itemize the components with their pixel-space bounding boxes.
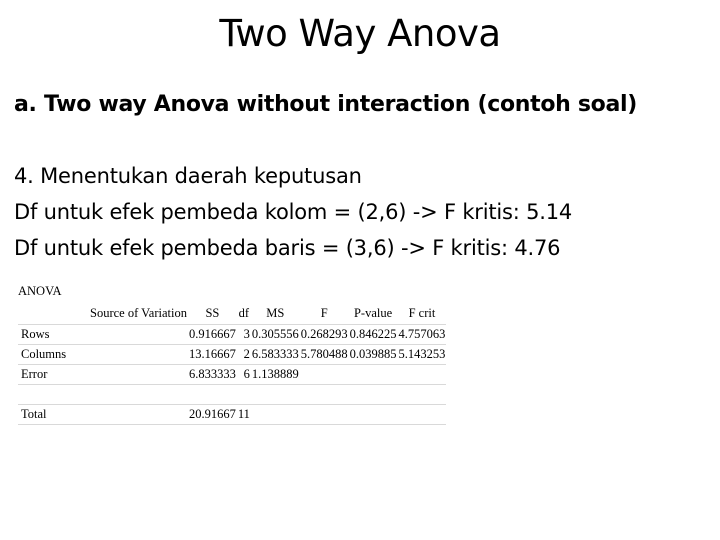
p-value-cell bbox=[349, 364, 398, 384]
header-p-value: P-value bbox=[349, 304, 398, 324]
ms-cell: 6.583333 bbox=[251, 344, 300, 364]
f-crit-cell: 5.143253 bbox=[398, 344, 447, 364]
ss-cell: 6.833333 bbox=[188, 364, 237, 384]
body-line-step: 4. Menentukan daerah keputusan bbox=[14, 164, 362, 188]
source-cell: Rows bbox=[18, 324, 188, 344]
table-row-total bbox=[18, 404, 446, 424]
body-line-row-df: Df untuk efek pembeda baris = (3,6) -> F kritis: 4.76 bbox=[14, 236, 561, 260]
ms-cell: 0.305556 bbox=[251, 324, 300, 344]
header-f: F bbox=[300, 304, 349, 324]
f-crit-cell: 4.757063 bbox=[398, 324, 447, 344]
source-cell: Total bbox=[18, 404, 188, 424]
slide-title: Two Way Anova bbox=[219, 12, 501, 55]
anova-header-row bbox=[18, 304, 446, 324]
header-df: df bbox=[237, 304, 251, 324]
body-line-column-df: Df untuk efek pembeda kolom = (2,6) -> F kritis: 5.14 bbox=[14, 200, 573, 224]
ms-cell: 1.138889 bbox=[251, 364, 300, 384]
p-value-cell: 0.846225 bbox=[349, 324, 398, 344]
source-cell: Columns bbox=[18, 344, 188, 364]
body-text bbox=[14, 158, 572, 266]
anova-label: ANOVA bbox=[18, 284, 62, 298]
ss-cell: 0.916667 bbox=[188, 324, 237, 344]
table-row bbox=[18, 344, 446, 364]
df-cell: 3 bbox=[237, 324, 251, 344]
df-cell: 2 bbox=[237, 344, 251, 364]
p-value-cell: 0.039885 bbox=[349, 344, 398, 364]
table-row bbox=[18, 324, 446, 344]
table-row bbox=[18, 364, 446, 384]
header-ms: MS bbox=[251, 304, 300, 324]
header-f-crit: F crit bbox=[398, 304, 447, 324]
df-cell: 6 bbox=[237, 364, 251, 384]
slide-subtitle: a. Two way Anova without interaction (contoh soal) bbox=[14, 92, 638, 117]
table-row-spacer bbox=[18, 384, 446, 404]
ss-cell: 20.91667 bbox=[188, 404, 237, 424]
ss-cell: 13.16667 bbox=[188, 344, 237, 364]
f-crit-cell bbox=[398, 364, 447, 384]
source-cell: Error bbox=[18, 364, 188, 384]
f-cell bbox=[300, 364, 349, 384]
f-cell: 5.780488 bbox=[300, 344, 349, 364]
header-ss: SS bbox=[188, 304, 237, 324]
header-source: Source of Variation bbox=[18, 304, 188, 324]
df-cell: 11 bbox=[237, 404, 251, 424]
anova-table bbox=[18, 304, 446, 425]
f-cell: 0.268293 bbox=[300, 324, 349, 344]
